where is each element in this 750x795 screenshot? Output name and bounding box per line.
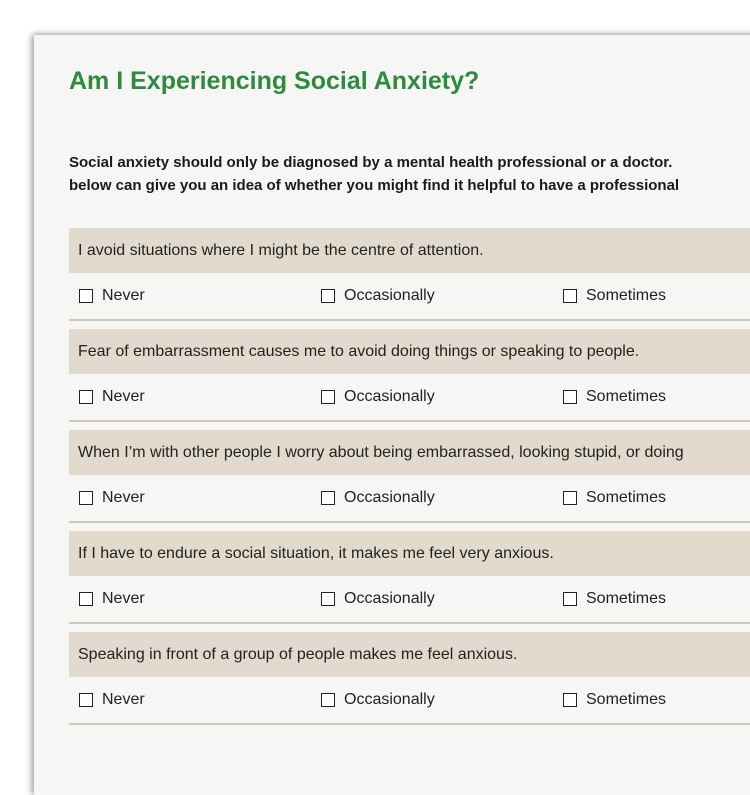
answer-options <box>69 677 750 723</box>
option-never[interactable] <box>79 677 145 723</box>
option-occasionally[interactable] <box>321 475 435 521</box>
checkbox-icon[interactable] <box>563 491 577 505</box>
option-occasionally[interactable] <box>321 677 435 723</box>
answer-options <box>69 374 750 420</box>
checkbox-icon[interactable] <box>321 289 335 303</box>
option-label: Sometimes <box>586 489 667 506</box>
option-label: Occasionally <box>344 388 435 405</box>
question-text: I avoid situations where I might be the centre of attention. <box>69 228 750 273</box>
intro-line-2: below can give you an idea of whether you might find it helpful to have a professional <box>69 177 680 194</box>
question-item <box>69 329 750 422</box>
worksheet-page <box>34 35 750 795</box>
option-sometimes[interactable] <box>563 677 666 723</box>
question-text: Speaking in front of a group of people makes me feel anxious. <box>69 632 750 677</box>
checkbox-icon[interactable] <box>79 491 93 505</box>
option-sometimes[interactable] <box>563 374 666 420</box>
option-label: Occasionally <box>344 287 435 304</box>
option-label: Never <box>102 388 145 405</box>
option-label: Sometimes <box>586 691 667 708</box>
option-label: Never <box>102 590 145 607</box>
checkbox-icon[interactable] <box>321 390 335 404</box>
option-sometimes[interactable] <box>563 475 666 521</box>
option-never[interactable] <box>79 374 145 420</box>
option-sometimes[interactable] <box>563 273 666 319</box>
option-occasionally[interactable] <box>321 374 435 420</box>
option-label: Occasionally <box>344 489 435 506</box>
question-item <box>69 632 750 725</box>
option-label: Never <box>102 287 145 304</box>
option-never[interactable] <box>79 576 145 622</box>
option-occasionally[interactable] <box>321 273 435 319</box>
checkbox-icon[interactable] <box>563 693 577 707</box>
question-list <box>69 228 750 733</box>
checkbox-icon[interactable] <box>321 592 335 606</box>
question-item <box>69 228 750 321</box>
checkbox-icon[interactable] <box>563 289 577 303</box>
question-text: If I have to endure a social situation, it makes me feel very anxious. <box>69 531 750 576</box>
checkbox-icon[interactable] <box>563 592 577 606</box>
option-never[interactable] <box>79 475 145 521</box>
checkbox-icon[interactable] <box>79 390 93 404</box>
answer-options <box>69 475 750 521</box>
intro-line-1: Social anxiety should only be diagnosed by a mental health professional or a doctor. <box>69 154 673 171</box>
option-label: Never <box>102 691 145 708</box>
checkbox-icon[interactable] <box>79 693 93 707</box>
answer-options <box>69 273 750 319</box>
page-title: Am I Experiencing Social Anxiety? <box>69 67 480 95</box>
intro-paragraph <box>69 151 679 197</box>
question-text: Fear of embarrassment causes me to avoid doing things or speaking to people. <box>69 329 750 374</box>
option-label: Sometimes <box>586 590 667 607</box>
option-label: Occasionally <box>344 590 435 607</box>
option-never[interactable] <box>79 273 145 319</box>
option-label: Sometimes <box>586 388 667 405</box>
question-item <box>69 430 750 523</box>
checkbox-icon[interactable] <box>321 693 335 707</box>
checkbox-icon[interactable] <box>79 289 93 303</box>
option-sometimes[interactable] <box>563 576 666 622</box>
option-label: Sometimes <box>586 287 667 304</box>
checkbox-icon[interactable] <box>563 390 577 404</box>
option-label: Occasionally <box>344 691 435 708</box>
question-item <box>69 531 750 624</box>
question-text: When I’m with other people I worry about being embarrassed, looking stupid, or doing <box>69 430 750 475</box>
checkbox-icon[interactable] <box>321 491 335 505</box>
option-label: Never <box>102 489 145 506</box>
option-occasionally[interactable] <box>321 576 435 622</box>
answer-options <box>69 576 750 622</box>
checkbox-icon[interactable] <box>79 592 93 606</box>
